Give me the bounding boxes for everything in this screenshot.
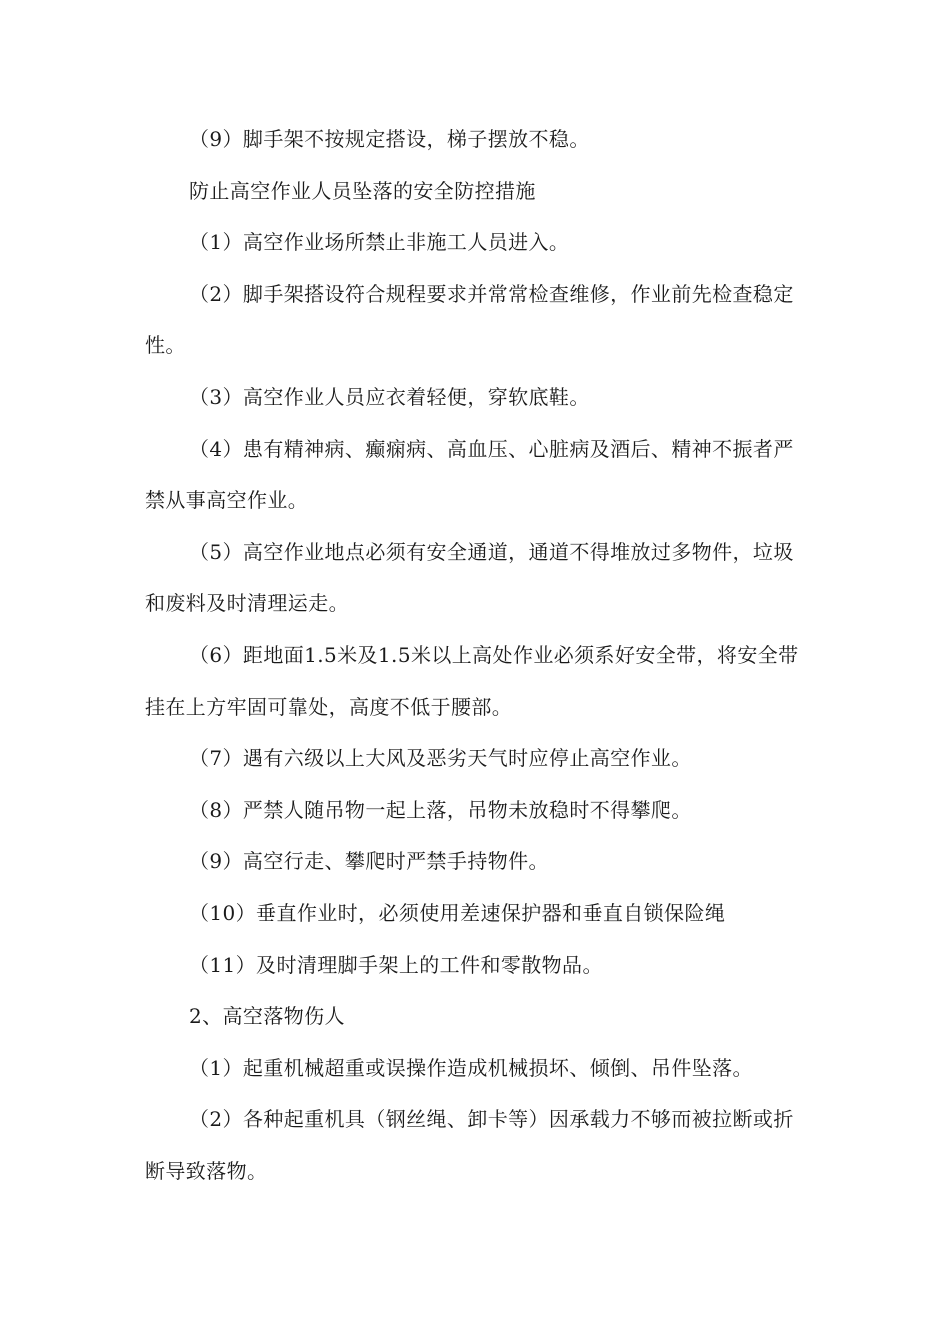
paragraph-measure-6: （6）距地面1.5米及1.5米以上高处作业必须系好安全带，将安全带挂在上方牢固可靠处，高度不低于腰部。 [145, 642, 799, 719]
paragraph-measure-10: （10）垂直作业时，必须使用差速保护器和垂直自锁保险绳 [189, 900, 726, 925]
paragraph-scaffold-unstable: （9）脚手架不按规定搭设，梯子摆放不稳。 [189, 127, 590, 151]
section-heading-fall-prevention: 防止高空作业人员坠落的安全防控措施 [189, 178, 536, 203]
section-heading-falling-objects: 2、高空落物伤人 [189, 1004, 345, 1029]
paragraph-cause-1: （1）起重机械超重或误操作造成机械损坏、倾倒、吊件坠落。 [189, 1055, 753, 1080]
paragraph-measure-2: （2）脚手架搭设符合规程要求并常常检查维修，作业前先检查稳定性。 [145, 281, 794, 358]
paragraph-measure-5: （5）高空作业地点必须有安全通道，通道不得堆放过多物件，垃圾和废料及时清理运走。 [145, 539, 794, 616]
paragraph-measure-1: （1）高空作业场所禁止非施工人员进入。 [189, 230, 570, 255]
paragraph-cause-2: （2）各种起重机具（钢丝绳、卸卡等）因承载力不够而被拉断或折断导致落物。 [145, 1107, 794, 1183]
document-body [145, 114, 807, 1197]
paragraph-measure-11: （11）及时清理脚手架上的工件和零散物品。 [189, 952, 603, 977]
paragraph-measure-8: （8）严禁人随吊物一起上落，吊物未放稳时不得攀爬。 [189, 797, 692, 822]
paragraph-measure-3: （3）高空作业人员应衣着轻便，穿软底鞋。 [189, 384, 590, 409]
paragraph-measure-7: （7）遇有六级以上大风及恶劣天气时应停止高空作业。 [189, 746, 692, 771]
paragraph-measure-9: （9）高空行走、攀爬时严禁手持物件。 [189, 849, 549, 874]
paragraph-measure-4: （4）患有精神病、癫痫病、高血压、心脏病及酒后、精神不振者严禁从事高空作业。 [145, 436, 794, 513]
